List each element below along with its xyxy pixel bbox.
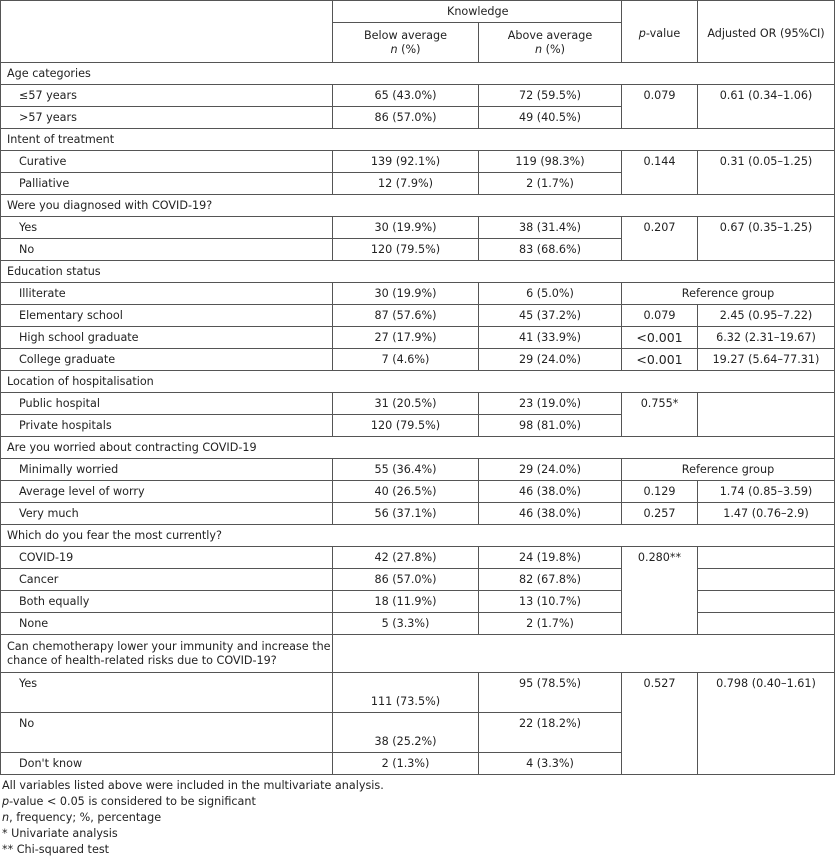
below-value: 56 (37.1%) — [333, 503, 479, 525]
odds-ratio-empty — [698, 569, 835, 591]
header-empty-cell — [1, 1, 333, 23]
odds-ratio-empty — [698, 613, 835, 635]
section-title: Intent of treatment — [1, 129, 835, 151]
above-value: 38 (31.4%) — [479, 217, 622, 239]
section-row — [1, 525, 835, 547]
odds-ratio-empty — [698, 393, 835, 437]
row-label: ≤57 years — [1, 85, 333, 107]
footnotes — [2, 778, 832, 858]
below-value: 18 (11.9%) — [333, 591, 479, 613]
table-row — [1, 151, 835, 173]
above-value: 29 (24.0%) — [479, 349, 622, 371]
section-row — [1, 437, 835, 459]
table-row — [1, 591, 835, 613]
row-label: Cancer — [1, 569, 333, 591]
below-value: 27 (17.9%) — [333, 327, 479, 349]
footnote-frequency — [2, 810, 832, 826]
table-row — [1, 217, 835, 239]
row-label: Palliative — [1, 173, 333, 195]
section-row — [1, 635, 835, 673]
section-row — [1, 195, 835, 217]
below-value: 5 (3.3%) — [333, 613, 479, 635]
table-row — [1, 459, 835, 481]
p-value: 0.527 — [622, 673, 698, 775]
section-title-line-1: Can chemotherapy lower your immunity and increase the — [7, 639, 331, 653]
above-value: 119 (98.3%) — [479, 151, 622, 173]
footnote-univariate: * Univariate analysis — [2, 827, 118, 840]
pct-symbol: (%) — [401, 42, 421, 56]
below-value: 120 (79.5%) — [333, 239, 479, 261]
row-label: >57 years — [1, 107, 333, 129]
odds-ratio: 2.45 (0.95–7.22) — [698, 305, 835, 327]
above-value: 98 (81.0%) — [479, 415, 622, 437]
p-value: 0.144 — [622, 151, 698, 195]
header-empty-cell-2 — [1, 23, 333, 63]
section-title: Location of hospitalisation — [1, 371, 835, 393]
or-header — [698, 23, 835, 63]
above-value: 22 (18.2%) — [479, 713, 622, 753]
odds-ratio-empty — [698, 547, 835, 569]
row-label: COVID-19 — [1, 547, 333, 569]
footnote-significance-text: -value < 0.05 is considered to be significant — [9, 795, 256, 808]
footnote-significance — [2, 794, 832, 810]
below-value: 65 (43.0%) — [333, 85, 479, 107]
reference-group: Reference group — [622, 283, 835, 305]
row-label: Minimally worried — [1, 459, 333, 481]
n-symbol: n — [390, 42, 398, 56]
below-average-label: Below average — [363, 28, 448, 42]
above-value: 95 (78.5%) — [479, 673, 622, 713]
footnote-frequency-text: , frequency; %, percentage — [9, 811, 162, 824]
above-value: 83 (68.6%) — [479, 239, 622, 261]
odds-ratio: 0.67 (0.35–1.25) — [698, 217, 835, 261]
above-value: 2 (1.7%) — [479, 613, 622, 635]
odds-ratio: 0.31 (0.05–1.25) — [698, 151, 835, 195]
odds-ratio: 1.47 (0.76–2.9) — [698, 503, 835, 525]
section-empty — [698, 635, 835, 673]
below-value: 2 (1.3%) — [333, 753, 479, 775]
knowledge-title: Knowledge — [447, 4, 509, 18]
p-symbol: p — [638, 26, 646, 40]
row-label: Very much — [1, 503, 333, 525]
pct-symbol: (%) — [545, 42, 566, 56]
row-label: Private hospitals — [1, 415, 333, 437]
header-row-1 — [1, 1, 835, 23]
n-symbol: n — [534, 42, 543, 56]
above-value: 45 (37.2%) — [479, 305, 622, 327]
below-value: 86 (57.0%) — [333, 569, 479, 591]
odds-ratio: 6.32 (2.31–19.67) — [698, 327, 835, 349]
row-label: No — [1, 713, 333, 753]
section-row — [1, 63, 835, 85]
above-value: 6 (5.0%) — [479, 283, 622, 305]
table-row — [1, 547, 835, 569]
table-row — [1, 327, 835, 349]
below-value: 86 (57.0%) — [333, 107, 479, 129]
row-label: Both equally — [1, 591, 333, 613]
row-label: College graduate — [1, 349, 333, 371]
above-average-label: Above average — [507, 28, 593, 42]
p-value: 0.280** — [622, 547, 698, 635]
below-value: 42 (27.8%) — [333, 547, 479, 569]
or-label: Adjusted OR (95%CI) — [707, 26, 825, 40]
header-row-2 — [1, 23, 835, 63]
section-empty — [333, 635, 479, 673]
above-average-header — [479, 23, 622, 63]
above-value: 46 (38.0%) — [479, 503, 622, 525]
p-value: 0.129 — [622, 481, 698, 503]
row-label: Yes — [1, 217, 333, 239]
section-row — [1, 129, 835, 151]
above-value: 82 (67.8%) — [479, 569, 622, 591]
p-value: <0.001 — [622, 327, 698, 349]
section-title: Were you diagnosed with COVID-19? — [1, 195, 835, 217]
row-label: High school graduate — [1, 327, 333, 349]
p-value-header — [622, 23, 698, 63]
table-row — [1, 613, 835, 635]
above-value: 4 (3.3%) — [479, 753, 622, 775]
above-value: 13 (10.7%) — [479, 591, 622, 613]
table-row — [1, 481, 835, 503]
p-value-label: -value — [645, 26, 681, 40]
odds-ratio-empty — [698, 591, 835, 613]
below-value: 87 (57.6%) — [333, 305, 479, 327]
section-title: Education status — [1, 261, 835, 283]
below-value: 31 (20.5%) — [333, 393, 479, 415]
section-empty — [479, 635, 622, 673]
row-label: Average level of worry — [1, 481, 333, 503]
below-value: 12 (7.9%) — [333, 173, 479, 195]
above-value: 41 (33.9%) — [479, 327, 622, 349]
above-value: 24 (19.8%) — [479, 547, 622, 569]
below-value: 30 (19.9%) — [333, 217, 479, 239]
table-row — [1, 673, 835, 713]
table-row — [1, 305, 835, 327]
table-row — [1, 349, 835, 371]
section-title: Which do you fear the most currently? — [1, 525, 835, 547]
row-label: None — [1, 613, 333, 635]
table-row — [1, 283, 835, 305]
footnote-multivariate: All variables listed above were included in the multivariate analysis. — [2, 779, 384, 792]
row-label: Public hospital — [1, 393, 333, 415]
below-value: 55 (36.4%) — [333, 459, 479, 481]
odds-ratio: 0.798 (0.40–1.61) — [698, 673, 835, 775]
odds-ratio: 0.61 (0.34–1.06) — [698, 85, 835, 129]
row-label: No — [1, 239, 333, 261]
reference-group: Reference group — [622, 459, 835, 481]
section-row — [1, 261, 835, 283]
below-value: 30 (19.9%) — [333, 283, 479, 305]
below-value: 38 (25.2%) — [333, 713, 479, 753]
knowledge-header — [333, 1, 509, 23]
row-label: Elementary school — [1, 305, 333, 327]
below-average-header — [333, 23, 479, 63]
p-value: 0.257 — [622, 503, 698, 525]
row-label: Curative — [1, 151, 333, 173]
p-symbol: p — [2, 795, 10, 808]
odds-ratio: 1.74 (0.85–3.59) — [698, 481, 835, 503]
below-value: 120 (79.5%) — [333, 415, 479, 437]
section-title-line-2: chance of health-related risks due to COVID-19? — [7, 653, 277, 667]
p-value: <0.001 — [622, 349, 698, 371]
section-row — [1, 371, 835, 393]
header-empty-or — [698, 1, 835, 23]
table-row — [1, 85, 835, 107]
p-value: 0.207 — [622, 217, 698, 261]
above-value: 49 (40.5%) — [479, 107, 622, 129]
above-value: 46 (38.0%) — [479, 481, 622, 503]
row-label: Illiterate — [1, 283, 333, 305]
odds-ratio: 19.27 (5.64–77.31) — [698, 349, 835, 371]
header-empty-p — [622, 1, 698, 23]
below-value: 7 (4.6%) — [333, 349, 479, 371]
section-title: Are you worried about contracting COVID-19 — [1, 437, 835, 459]
above-value: 23 (19.0%) — [479, 393, 622, 415]
section-title: Age categories — [1, 63, 835, 85]
p-value: 0.079 — [622, 305, 698, 327]
above-value: 72 (59.5%) — [479, 85, 622, 107]
above-value: 2 (1.7%) — [479, 173, 622, 195]
table-row — [1, 503, 835, 525]
p-value: 0.079 — [622, 85, 698, 129]
below-value: 40 (26.5%) — [333, 481, 479, 503]
above-value: 29 (24.0%) — [479, 459, 622, 481]
below-value: 111 (73.5%) — [333, 673, 479, 713]
p-value: 0.755* — [622, 393, 698, 437]
below-value: 139 (92.1%) — [333, 151, 479, 173]
n-symbol: n — [2, 811, 10, 824]
table-row — [1, 569, 835, 591]
footnote-chi-squared: ** Chi-squared test — [2, 843, 110, 856]
section-empty — [622, 635, 698, 673]
row-label: Don't know — [1, 753, 333, 775]
row-label: Yes — [1, 673, 333, 713]
table-row — [1, 393, 835, 415]
section-title — [1, 635, 333, 673]
